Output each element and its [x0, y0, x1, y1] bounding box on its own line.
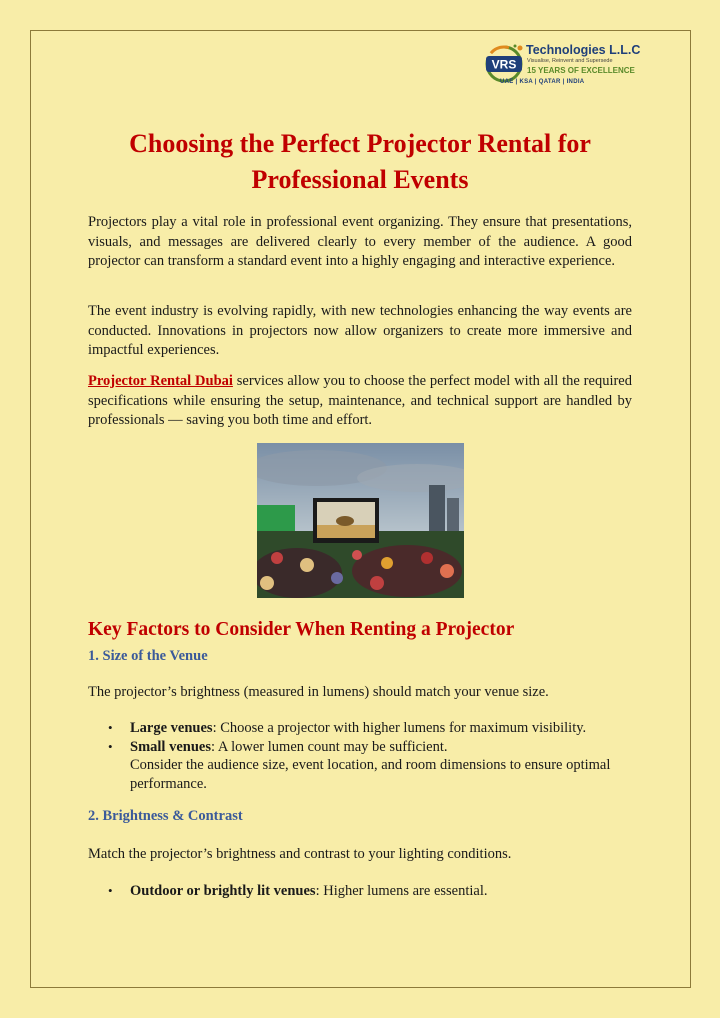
small-venues-label: Small venues [130, 738, 211, 755]
bullet-icon: • [108, 883, 113, 898]
intro-paragraph: Projectors play a vital role in professional event organizing. They ensure that presentations, visuals, and messages are delivered clearly to every member of the audience. A good projector can transform a standard event into a highly engaging and interactive experience. [88, 214, 632, 270]
bullet-icon: • [108, 720, 113, 735]
logo-regions: UAE | KSA | QATAR | INDIA [500, 79, 585, 85]
venue-size-list [108, 719, 628, 793]
venue-size-note: Consider the audience size, event location, and room dimensions to ensure optimal performance. [130, 757, 611, 792]
outdoor-cinema-photo [257, 443, 464, 598]
outdoor-venues-label: Outdoor or brightly lit venues [130, 883, 316, 899]
brightness-list [108, 882, 628, 901]
list-item [108, 719, 628, 738]
company-logo [482, 40, 642, 92]
projector-rental-dubai-link[interactable]: Projector Rental Dubai [88, 373, 233, 389]
bullet-icon: • [108, 738, 113, 754]
large-venues-text: : Choose a projector with higher lumens for maximum visibility. [212, 720, 587, 736]
logo-initials: VRS [491, 57, 517, 72]
list-item [108, 882, 628, 901]
outdoor-venues-text: : Higher lumens are essential. [315, 883, 488, 899]
key-factors-heading: Key Factors to Consider When Renting a Projector [88, 619, 515, 640]
brightness-contrast-intro: Match the projector’s brightness and contrast to your lighting conditions. [88, 846, 512, 862]
list-item [108, 738, 628, 757]
logo-excellence: 15 YEARS OF EXCELLENCE [527, 66, 635, 75]
venue-size-intro: The projector’s brightness (measured in lumens) should match your venue size. [88, 684, 549, 700]
large-venues-label: Large venues [130, 720, 213, 736]
rental-paragraph [88, 372, 632, 431]
logo-company-name: Technologies L.L.C [526, 43, 641, 57]
venue-size-heading: 1. Size of the Venue [88, 648, 208, 664]
rental-paragraph-text: services allow you to choose the perfect model with all the required specifications while ensuring the setup, maintenance, and technical support are handled by professionals — saving you both time and effort. [88, 373, 632, 429]
industry-paragraph: The event industry is evolving rapidly, with new technologies enhancing the way events are conducted. Innovations in projectors now allow organizers to create more immersive and impactful experiences. [88, 303, 632, 359]
brightness-contrast-heading: 2. Brightness & Contrast [88, 808, 243, 824]
logo-tagline: Visualise, Reinvent and Supersede [527, 58, 613, 64]
document-title: Choosing the Perfect Projector Rental for Professional Events [129, 129, 591, 194]
small-venues-text: : A lower lumen count may be sufficient. [210, 738, 448, 755]
